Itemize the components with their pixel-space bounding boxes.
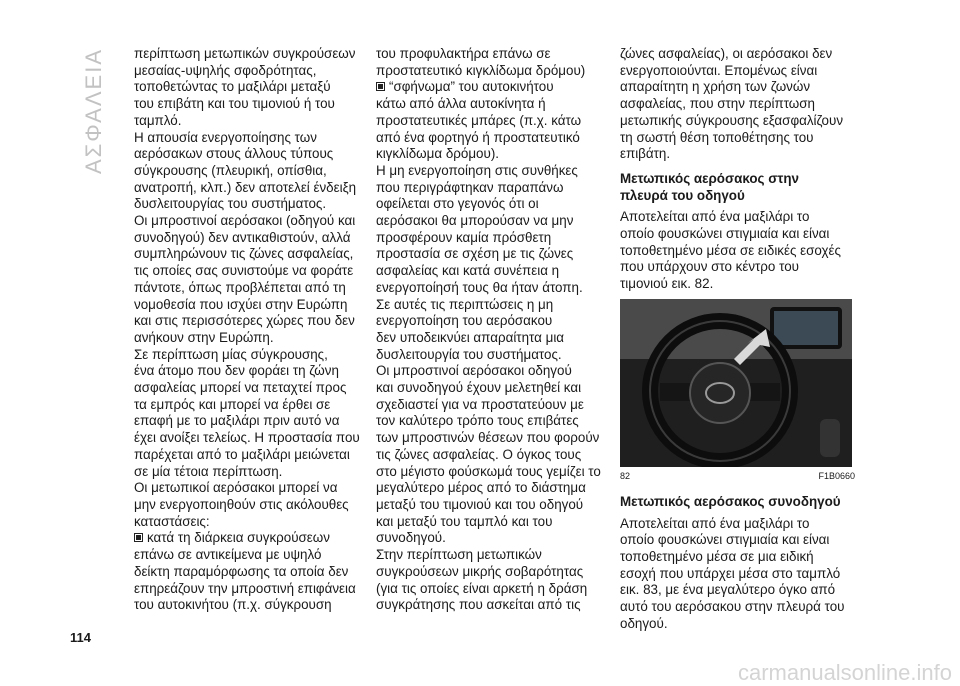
paragraph: Αποτελείται από ένα μαξιλάρι το οποίο φουσκώνει στιγμιαία και είναι τοποθετημένο μέσα σε ειδικές εσοχές που υπάρχουν στο κέντρο του τιμονιού εικ. 82. — [620, 209, 841, 292]
paragraph: Σε περίπτωση μίας σύγκρουσης, ένα άτομο που δεν φοράει τη ζώνη ασφαλείας μπορεί να πεταχτεί προς τα εμπρός και μπορεί να έρθει σε επαφή με το μαξιλάρι πριν αυτό να έχει ανοίξει τελείως. Η προστασία που παρέχεται από το μαξιλάρι μειώνεται σε μία τέτοια περίπτωση. — [134, 346, 360, 479]
paragraph: του προφυλακτήρα επάνω σε προστατευτικό κιγκλίδωμα δρόμου) — [376, 46, 586, 78]
steering-wheel-illustration — [620, 299, 852, 467]
figure-caption — [620, 471, 855, 482]
paragraph: Η απουσία ενεργοποίησης των αερόσακων στους άλλους τύπους σύγκρουσης (πλευρική, οπίσθια, ανατροπή, κλπ.) δεν αποτελεί ένδειξη δυσλειτουργίας του συστήματος. — [134, 129, 357, 212]
text-column-2 — [376, 46, 611, 614]
figure-number: 82 — [620, 470, 631, 481]
bullet-square-icon — [376, 82, 385, 91]
paragraph: Σε αυτές τις περιπτώσεις η μη ενεργοποίηση του αερόσακου δεν υποδεικνύει απαραίτητα μια δυσλειτουργία του συστήματος. — [376, 296, 565, 362]
section-tab-label: ΑΣΦΑΛΕΙΑ — [81, 47, 106, 175]
paragraph: Οι μετωπικοί αερόσακοι μπορεί να μην ενεργοποιηθούν στις ακόλουθες καταστάσεις: — [134, 480, 349, 529]
bullet-item: “σφήνωμα” του αυτοκινήτου κάτω από άλλα αυτοκίνητα ή προστατευτικές μπάρες (π.χ. κάτω από ένα φορτηγό ή προστατευτικό κιγκλίδωμα δρόμου). — [376, 79, 582, 162]
paragraph: Στην περίπτωση μετωπικών συγκρούσεων μικρής σοβαρότητας (για τις οποίες είναι αρκετή η δράση συγκράτησης που ασκείται από τις — [376, 547, 588, 613]
paragraph: ζώνες ασφαλείας), οι αερόσακοι δεν ενεργοποιούνται. Επομένως είναι απαραίτητη η χρήση των ζωνών ασφαλείας, που στην περίπτωση μετωπικής σύγκρουσης εξασφαλίζουν τη σωστή θέση τοποθέτησης του επιβάτη. — [620, 46, 844, 162]
paragraph: Οι μπροστινοί αερόσακοι οδηγού και συνοδηγού έχουν μελετηθεί και σχεδιαστεί για να προστατεύουν με τον καλύτερο τρόπο τους επιβάτες των μπροστινών θέσεων που φορούν τις ζώνες ασφαλείας. Ο όγκος τους στο μέγιστο φούσκωμά τους γεμίζει το μεγαλύτερο μέρος από το διάστημα μεταξύ του τιμονιού και του οδηγού και μεταξύ του ταμπλό και του συνοδηγού. — [376, 363, 601, 546]
bullet-item: κατά τη διάρκεια συγκρούσεων επάνω σε αντικείμενα με υψηλό δείκτη παραμόρφωσης τα οποία δεν επηρεάζουν την μπροστινή επιφάνεια του αυτοκινήτου (π.χ. σύγκρουση — [134, 530, 356, 613]
steering-wheel-figure — [620, 299, 852, 467]
paragraph: Η μη ενεργοποίηση στις συνθήκες που περιγράφτηκαν παραπάνω οφείλεται στο γεγονός ότι οι αερόσακοι θα μπορούσαν να μην προσφέρουν καμία πρόσθετη προστασία σε σχέση με τις ζώνες ασφαλείας και κατά συνέπεια η ενεργοποίησή τους θα ήταν άτοπη. — [376, 162, 583, 295]
section-heading: Μετωπικός αερόσακος συνοδηγού — [620, 493, 841, 509]
text-column-1 — [134, 46, 369, 614]
bullet-square-icon — [134, 533, 143, 542]
section-tab — [82, 40, 104, 180]
paragraph: περίπτωση μετωπικών συγκρούσεων μεσαίας-υψηλής σφοδρότητας, τοποθετώντας το μαξιλάρι μεταξύ του επιβάτη και του τιμονιού ή του ταμπλό. — [134, 46, 356, 128]
section-heading: Μετωπικός αερόσακος στην πλευρά του οδηγού — [620, 170, 800, 203]
watermark: carmanualsonline.info — [737, 660, 952, 685]
paragraph: Αποτελείται από ένα μαξιλάρι το οποίο φουσκώνει στιγμιαία και είναι τοποθετημένο μέσα σε μια ειδική εσοχή που υπάρχει μέσα στο ταμπλό εικ. 83, με ένα μεγαλύτερο όγκο από αυτό του αερόσακου στην πλευρά του οδηγού. — [620, 515, 845, 631]
figure-code: F1B0660 — [818, 470, 855, 481]
paragraph: Οι μπροστινοί αερόσακοι (οδηγού και συνοδηγού) δεν αντικαθιστούν, αλλά συμπληρώνουν τις ζώνες ασφαλείας, τις οποίες σας συνιστούμε να φοράτε πάντοτε, όπως προβλέπεται από τη νομοθεσία που ισχύει στην Ευρώπη και στις περισσότερες χώρες που δεν ανήκουν στην Ευρώπη. — [134, 213, 356, 345]
page-number: 114 — [70, 630, 91, 645]
text-column-3 — [620, 46, 855, 632]
